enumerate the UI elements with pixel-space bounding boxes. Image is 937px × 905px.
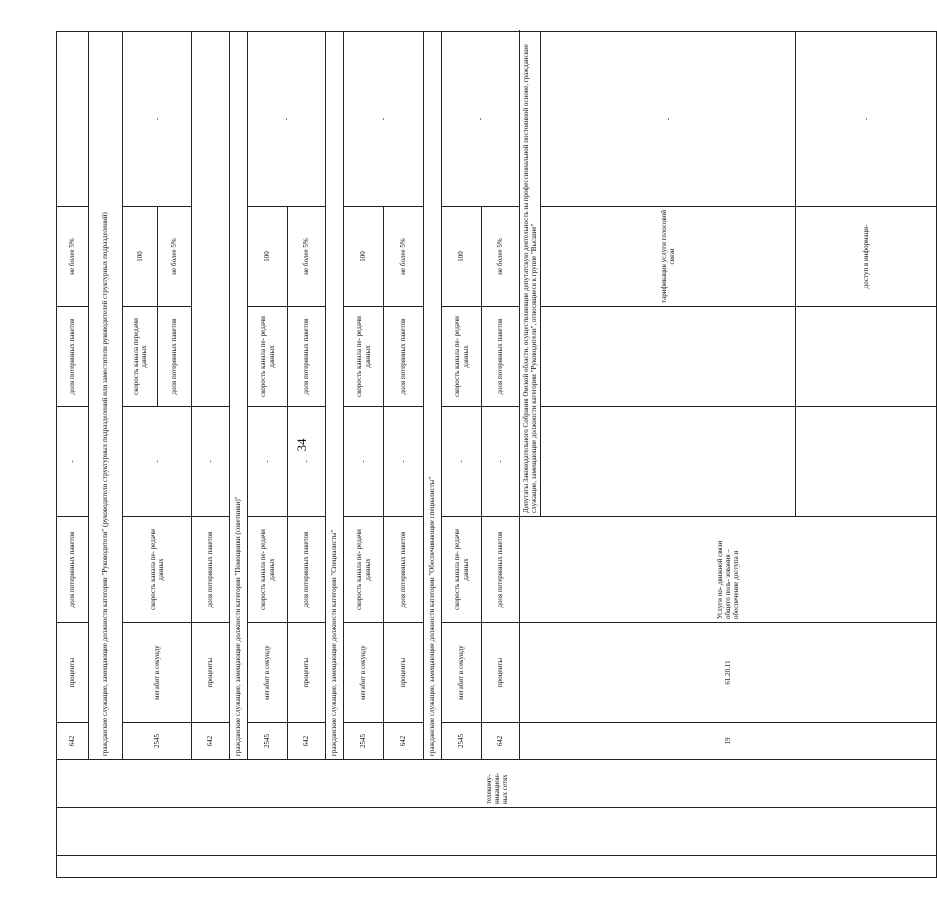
unit-code-cell: 642	[288, 723, 326, 760]
page-number: 34	[294, 438, 309, 452]
unit-name-cell: мегабит в секунду	[248, 623, 288, 723]
okpd-code-cell: 61.20.11	[520, 623, 937, 723]
characteristic-cell: доля потерянных пакетов	[384, 307, 424, 407]
characteristic-cell: скорость канала передачи данных	[123, 307, 158, 407]
unit-name-cell: проценты	[482, 623, 520, 723]
unit-code-cell: 642	[482, 723, 520, 760]
characteristic-cell: доля потерянных пакетов	[57, 517, 89, 623]
table-row	[123, 32, 158, 878]
value-cell: -	[123, 32, 192, 207]
characteristic-cell: доля потерянных пакетов	[288, 517, 326, 623]
characteristic-cell: скорость канала пе- редачи данных	[248, 307, 288, 407]
value-cell: не более 5%	[384, 207, 424, 307]
value-cell: -	[192, 407, 230, 517]
value-cell: -	[344, 407, 384, 517]
unit-name-cell: проценты	[57, 623, 89, 723]
group-title-row	[89, 32, 123, 878]
unit-code-cell: 2545	[248, 723, 288, 760]
value-cell: 100	[442, 207, 482, 307]
value-cell: не более 5%	[482, 207, 520, 307]
characteristic-cell: доля потерянных пакетов	[158, 307, 192, 407]
table-row	[248, 32, 288, 878]
value-cell: -	[248, 407, 288, 517]
characteristic-cell: доля потерянных пакетов	[192, 517, 230, 623]
unit-name-cell: проценты	[384, 623, 424, 723]
empty-cell	[192, 32, 230, 407]
unit-code-cell: 2545	[442, 723, 482, 760]
value-cell: 100	[248, 207, 288, 307]
value-cell: не более 5%	[57, 207, 89, 307]
characteristic-cell: скорость канала пе- редачи данных	[344, 517, 384, 623]
group-title: Депутаты Законодательного Собрания Омской области, осуществляющие депутатскую деятельность на профессиональной постоянной основе, гражданские служащие, замещающие должности категории "Руководители", относящиеся к группе "Высшие"	[520, 32, 541, 517]
unit-name-cell: мегабит в секунду	[442, 623, 482, 723]
value-cell: -	[482, 407, 520, 517]
empty-cell	[57, 32, 89, 207]
service-name-cell: Услуги по- движной связи общего поль- зования – обеспечение доступа и	[520, 517, 937, 623]
row-number-cell	[57, 856, 937, 878]
characteristic-cell: доступ в информаци-	[795, 207, 937, 307]
unit-name-cell: мегабит в секунду	[344, 623, 384, 723]
empty-cell	[541, 407, 795, 517]
value-cell: -	[123, 407, 192, 517]
value-cell: -	[384, 407, 424, 517]
value-cell: -	[248, 32, 326, 207]
table-row	[192, 32, 230, 878]
group-title: гражданские служащие, замещающие должности категории "Специалисты"	[326, 32, 344, 760]
table-row	[442, 32, 482, 878]
value-cell: -	[442, 407, 482, 517]
unit-code-cell: 642	[57, 723, 89, 760]
value-cell: -	[795, 32, 937, 207]
value-cell: -	[541, 32, 795, 207]
rotated-table-wrapper	[56, 32, 870, 878]
characteristic-cell: доля потерянных пакетов	[384, 517, 424, 623]
value-cell: не более 5%	[288, 207, 326, 307]
group-title-row	[326, 32, 344, 878]
characteristics-table	[56, 31, 937, 878]
characteristic-cell: скорость канала пе- редачи данных	[344, 307, 384, 407]
group-title-row	[520, 32, 541, 878]
okpd-code-cell	[57, 808, 937, 856]
group-title: гражданские служащие, замещающие должности категории "Помощники (советники)"	[230, 32, 248, 760]
value-cell: не более 5%	[158, 207, 192, 307]
value-cell: -	[288, 407, 326, 517]
characteristic-cell: доля потерянных пакетов	[57, 307, 89, 407]
empty-cell	[795, 307, 937, 407]
characteristic-cell: доля потерянных пакетов	[482, 517, 520, 623]
characteristic-cell: скорость канала пе- редачи данных	[442, 517, 482, 623]
group-title-row	[230, 32, 248, 878]
unit-code-cell: 642	[192, 723, 230, 760]
characteristic-cell: скорость канала пе- редачи данных	[123, 517, 192, 623]
group-title: гражданские служащие, замещающие должности категории "Руководители" (руководители структурных подразделений или заместители руководителей структурных подразделений)	[89, 32, 123, 760]
characteristic-cell: скорость канала пе- редачи данных	[248, 517, 288, 623]
unit-code-cell: 642	[384, 723, 424, 760]
service-name-cell: телекому- никацион- ных сетях	[57, 760, 937, 808]
characteristic-cell: доля потерянных пакетов	[482, 307, 520, 407]
characteristic-cell: скорость канала пе- редачи данных	[442, 307, 482, 407]
table-row	[344, 32, 384, 878]
value-cell: -	[344, 32, 424, 207]
value-cell: 100	[123, 207, 158, 307]
row-number-cell: 19	[520, 723, 937, 760]
group-title-row	[424, 32, 442, 878]
value-cell: 100	[344, 207, 384, 307]
unit-name-cell: мегабит в секунду	[123, 623, 192, 723]
unit-code-cell: 2545	[344, 723, 384, 760]
unit-code-cell: 2545	[123, 723, 192, 760]
value-cell: -	[57, 407, 89, 517]
characteristic-cell: доля потерянных пакетов	[288, 307, 326, 407]
table-row	[57, 32, 89, 878]
unit-name-cell: проценты	[288, 623, 326, 723]
characteristic-cell: тарификация услуги голосовой связи	[541, 207, 795, 307]
group-title: гражданские служащие, замещающие должности категории "Обеспечивающие специалисты"	[424, 32, 442, 760]
empty-cell	[795, 407, 937, 517]
unit-name-cell: проценты	[192, 623, 230, 723]
empty-cell	[541, 307, 795, 407]
value-cell: -	[442, 32, 520, 207]
